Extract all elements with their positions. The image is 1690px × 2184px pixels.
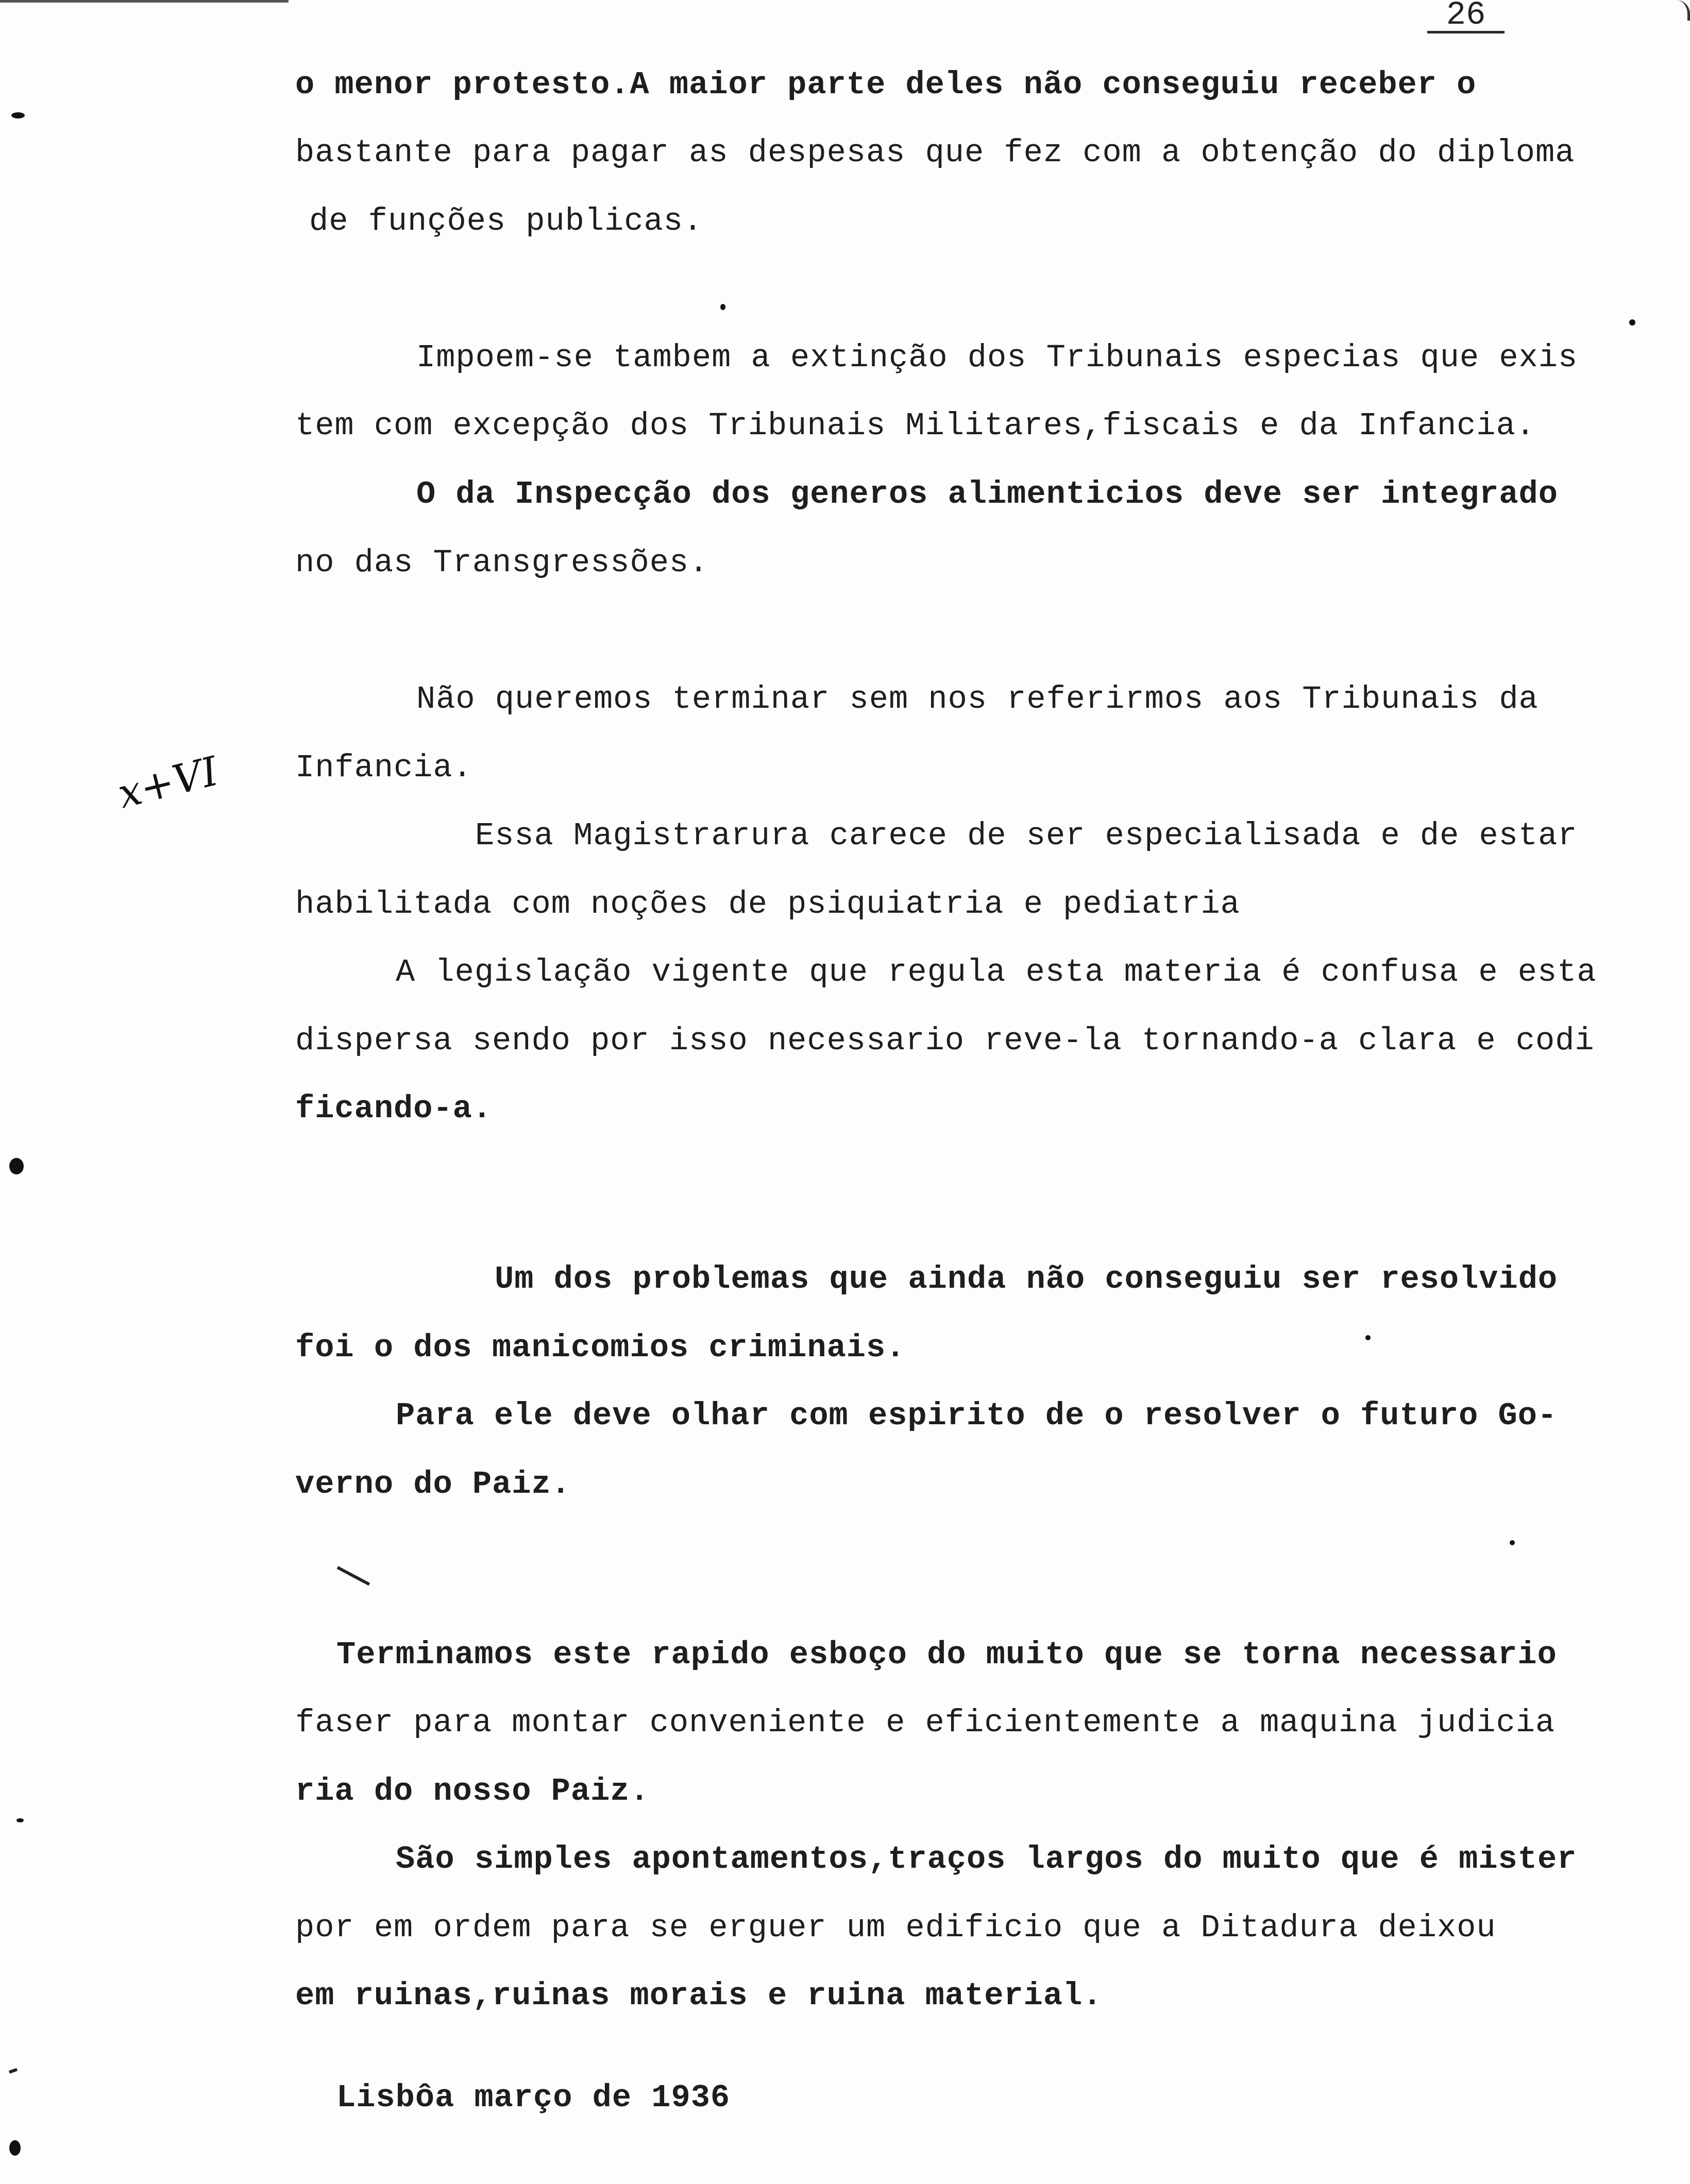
text-line: o menor protesto.A maior parte deles não conseguiu receber o (295, 66, 1477, 103)
text-line: Não queremos terminar sem nos referirmos aos Tribunais da (416, 681, 1539, 718)
text-line: foi o dos manicomios criminais. (295, 1329, 906, 1366)
ink-stroke (9, 2068, 18, 2074)
text-line: Infancia. (295, 749, 472, 786)
ink-speck (1365, 1335, 1371, 1340)
ink-speck (9, 2140, 21, 2156)
ink-stroke (337, 1566, 370, 1585)
text-line: habilitada com noções de psiquiatria e pediatria (295, 886, 1240, 923)
page-number: 26 (1427, 0, 1505, 33)
signature-place-date: Lisbôa março de 1936 (336, 2079, 731, 2116)
text-line: dispersa sendo por isso necessario reve-la tornando-a clara e codi (295, 1022, 1595, 1059)
handwritten-margin-note: x+VI (113, 748, 223, 818)
ink-speck (1510, 1540, 1515, 1545)
scan-edge-rule (0, 0, 289, 3)
text-line: faser para montar conveniente e eficientemente a maquina judicia (295, 1704, 1556, 1741)
corner-fold-mark (1676, 0, 1690, 21)
text-line: bastante para pagar as despesas que fez com a obtenção do diploma (295, 134, 1575, 171)
text-line: Impoem-se tambem a extinção dos Tribunais especias que exis (416, 339, 1578, 376)
ink-speck (9, 1158, 24, 1174)
text-line: A legislação vigente que regula esta materia é confusa e esta (396, 954, 1597, 991)
ink-speck (720, 304, 725, 310)
text-line: São simples apontamentos,traços largos do muito que é mister (396, 1841, 1577, 1878)
text-line: O da Inspecção dos generos alimenticios deve ser integrado (416, 476, 1558, 513)
text-line: Um dos problemas que ainda não conseguiu ser resolvido (495, 1261, 1558, 1298)
text-line: de funções publicas. (309, 203, 703, 240)
text-line: verno do Paiz. (295, 1466, 571, 1503)
text-line: Terminamos este rapido esboço do muito que se torna necessario (336, 1636, 1557, 1673)
text-line: Para ele deve olhar com espirito de o resolver o futuro Go- (396, 1397, 1558, 1434)
text-line: em ruinas,ruinas morais e ruina material. (295, 1977, 1103, 2014)
ink-speck (16, 1818, 24, 1822)
ink-speck (1629, 319, 1635, 326)
text-line: por em ordem para se erguer um edificio que a Ditadura deixou (295, 1909, 1496, 1946)
text-line: ria do nosso Paiz. (295, 1773, 650, 1810)
ink-speck (11, 112, 25, 118)
text-line: no das Transgressões. (295, 544, 709, 581)
text-line: ficando-a. (295, 1090, 493, 1127)
text-line: Essa Magistrarura carece de ser especialisada e de estar (475, 817, 1578, 854)
text-line: tem com excepção dos Tribunais Militares,fiscais e da Infancia. (295, 407, 1535, 444)
